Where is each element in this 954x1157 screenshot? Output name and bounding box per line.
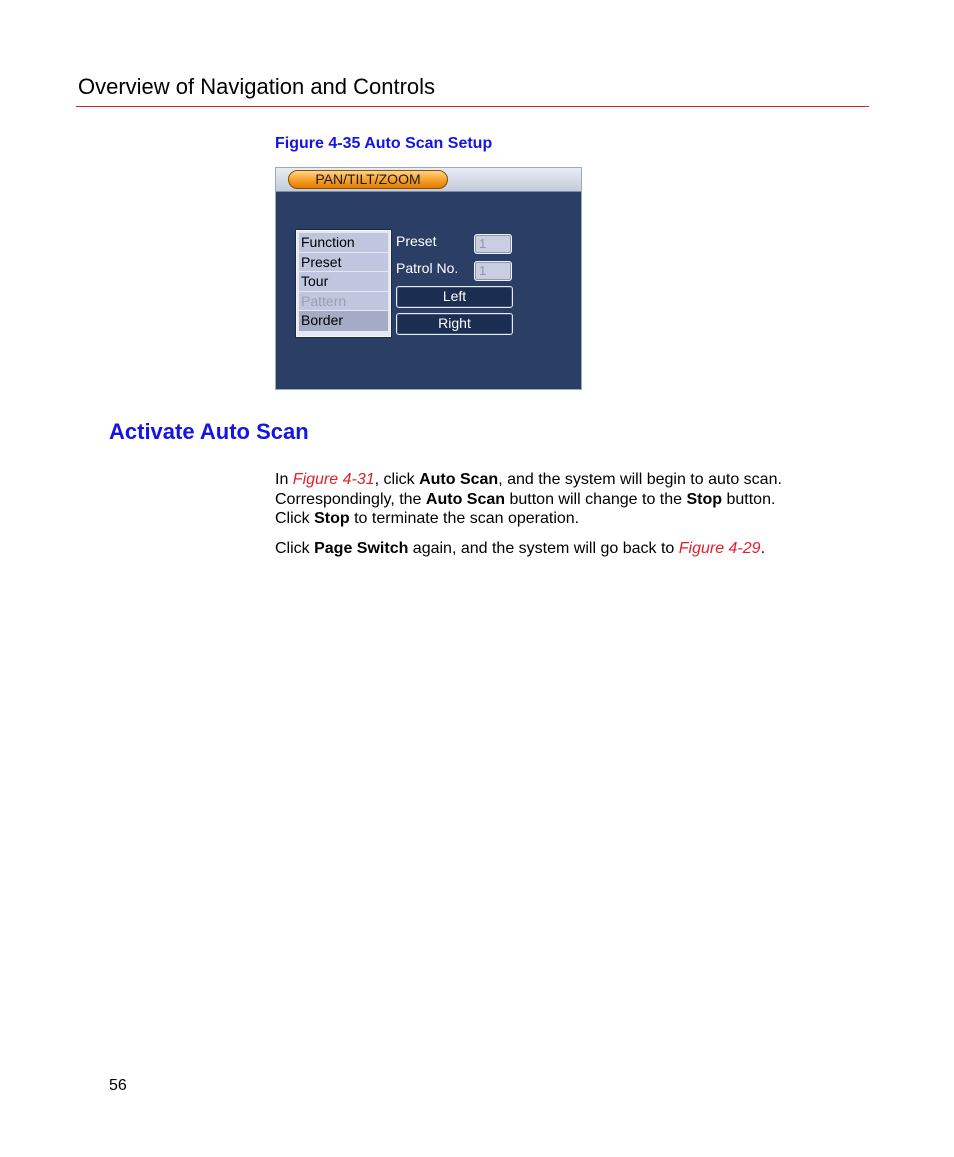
text: to terminate the scan operation. bbox=[349, 510, 580, 527]
figure-link[interactable]: Figure 4-29 bbox=[678, 540, 761, 557]
function-menu bbox=[296, 230, 391, 337]
bold-term: Page Switch bbox=[314, 540, 409, 557]
text: Click bbox=[275, 510, 315, 527]
text: again, and the system will go back to bbox=[408, 540, 679, 557]
left-button[interactable]: Left bbox=[396, 286, 513, 308]
right-button[interactable]: Right bbox=[396, 313, 513, 335]
menu-item-function[interactable]: Function bbox=[299, 233, 388, 253]
text: Click bbox=[275, 540, 315, 557]
patrol-label: Patrol No. bbox=[396, 260, 459, 276]
text: , and the system will begin to auto scan. bbox=[498, 471, 782, 488]
preset-label: Preset bbox=[396, 233, 437, 249]
bold-term: Auto Scan bbox=[419, 471, 499, 488]
text: button. bbox=[722, 490, 776, 508]
page-header-title: Overview of Navigation and Controls bbox=[78, 74, 436, 99]
preset-input[interactable]: 1 bbox=[474, 234, 512, 254]
text: . bbox=[760, 540, 766, 557]
header-divider bbox=[76, 106, 869, 107]
section-heading: Activate Auto Scan bbox=[109, 419, 309, 444]
text: button will change to the bbox=[505, 490, 687, 508]
text: , click bbox=[374, 471, 420, 488]
menu-item-tour[interactable]: Tour bbox=[299, 272, 388, 292]
ptz-screenshot bbox=[275, 167, 582, 390]
paragraph-auto-scan bbox=[275, 470, 855, 529]
menu-item-border[interactable]: Border bbox=[299, 311, 388, 331]
patrol-input[interactable]: 1 bbox=[474, 261, 512, 281]
paragraph-page-switch bbox=[275, 539, 855, 559]
ptz-title-bar bbox=[276, 168, 581, 192]
figure-link[interactable]: Figure 4-31 bbox=[292, 471, 375, 488]
text: Correspondingly, the bbox=[275, 490, 426, 508]
text: In bbox=[275, 471, 293, 488]
menu-item-pattern: Pattern bbox=[299, 292, 388, 312]
figure-caption: Figure 4-35 Auto Scan Setup bbox=[275, 135, 493, 152]
page-number: 56 bbox=[109, 1077, 127, 1094]
menu-item-preset[interactable]: Preset bbox=[299, 253, 388, 273]
ptz-tab[interactable]: PAN/TILT/ZOOM bbox=[288, 170, 448, 189]
bold-term: Auto Scan bbox=[425, 490, 506, 508]
bold-term: Stop bbox=[686, 490, 723, 508]
bold-term: Stop bbox=[314, 510, 350, 527]
